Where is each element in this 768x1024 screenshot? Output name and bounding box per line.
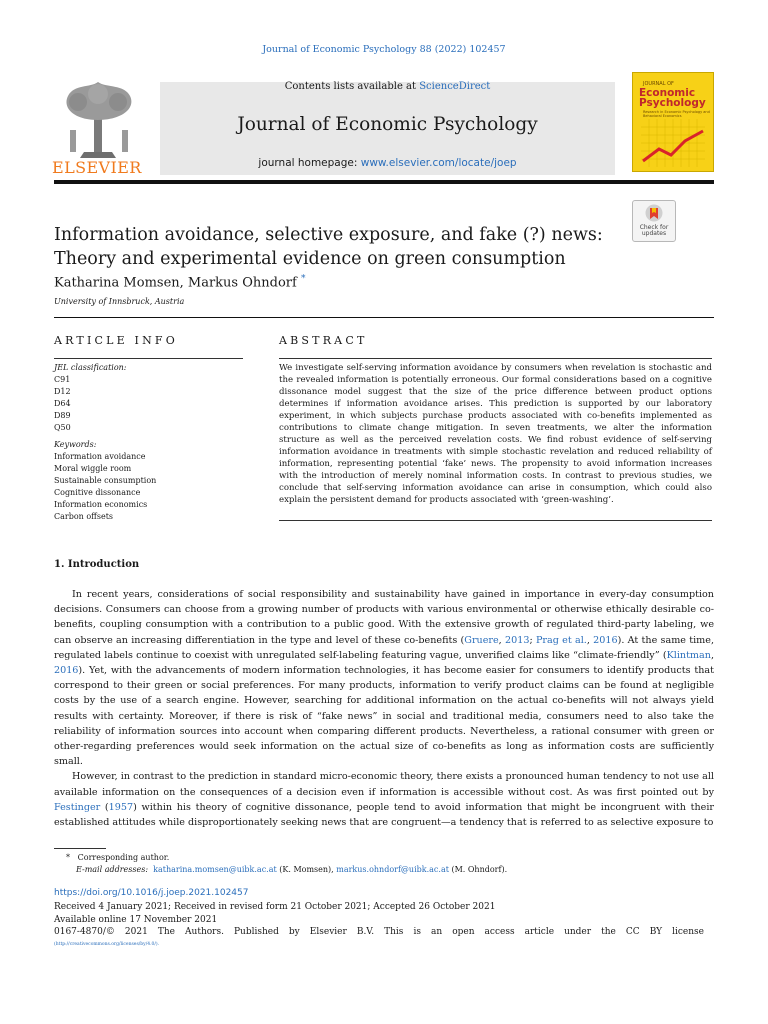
keyword-item: Moral wiggle room (54, 464, 132, 473)
citation-link-klintman[interactable]: Klintman (666, 649, 711, 661)
jel-label: JEL classification: (54, 363, 127, 372)
email-owner: (K. Momsen), (276, 865, 337, 874)
jel-code: C91 (54, 375, 71, 384)
email-link-momsen[interactable]: katharina.momsen@uibk.ac.at (153, 865, 277, 874)
journal-homepage (160, 157, 615, 169)
footnote-corresponding (66, 853, 169, 862)
intro-paragraph-2 (54, 769, 714, 830)
footnote-rule (54, 848, 106, 849)
paragraph-text: ) within his theory of cognitive dissonance, people tend to avoid information that might be incongruent with their established attitudes while disproportionately seeking news that are congruent—a tendency that is referred to as selective exposure to (54, 801, 714, 829)
journal-reference[interactable]: Journal of Economic Psychology 88 (2022) 102457 (262, 44, 506, 55)
keyword-item: Information economics (54, 500, 148, 509)
citation-link-klintman-year[interactable]: 2016 (54, 665, 79, 677)
email-link-ohndorf[interactable]: markus.ohndorf@uibk.ac.at (336, 865, 449, 874)
abstract-text: We investigate self-serving information avoidance by consumers when revelation is stochastic and the revealed information is potentially erroneous. Our formal considerations based on a cognitive dissonance model suggest that the size of the price difference between product options determines if information avoidance arises. This prediction is supported by our laboratory experiment, in which subjects purchase products associated with co-benefits implemented as contributions to climate change mitigation. In seven treatments, we alter the information structure as well as the perceived revelation costs. We find robust evidence of self-serving information avoidance in treatments with simple stochastic revelation and reduced reliability of information, representing potential ‘fake’ news. The propensity to avoid information increases with the introduction of merely nominal information costs. In contrast to previous studies, we conclude that self-serving information avoidance can arise in consumption, which could also explain the persistent demand for products associated with ‘green-washing’. (279, 363, 712, 505)
license-link[interactable]: (http://creativecommons.org/licenses/by/4.0/). (54, 942, 160, 947)
contents-availability (160, 81, 615, 92)
citation-separator: ( (100, 801, 109, 813)
email-owner: (M. Ohndorf). (448, 865, 508, 874)
paragraph-text: ). At the same time, regulated labels continue to coexist with unregulated self-labeling featuring vague, unverified claims like “climate-friendly” ( (54, 634, 715, 661)
cover-title (639, 88, 706, 108)
check-for-updates-badge[interactable] (632, 200, 676, 242)
citation-separator: , (498, 634, 506, 646)
citation-link-gruere-year[interactable]: 2013 (505, 634, 530, 646)
title-line-2: Theory and experimental evidence on green consumption (54, 248, 566, 269)
article-info-heading: ARTICLE INFO (54, 334, 178, 347)
doi-link[interactable]: https://doi.org/10.1016/j.joep.2021.102457 (54, 888, 249, 898)
header-divider (54, 180, 714, 184)
paragraph-text: In recent years, considerations of social responsibility and sustainability have gained in importance in every-day consumption decisions. Consumers can choose from a growing number of products with various environmental or otherwise ethically desirable co-benefits, coupling consumption with a contribution to a public good. With the extensive growth of regulated third-party labeling, we can observe an increasing differentiation in the type and level of these co-benefits ( (54, 589, 714, 646)
author-names: Katharina Momsen, Markus Ohndorf (54, 275, 297, 291)
copyright-notice: 0167-4870/© 2021 The Authors. Published by Elsevier B.V. This is an open access article under the CC BY license (54, 927, 704, 937)
cover-small-text: JOURNAL OF (643, 81, 674, 87)
contents-prefix: Contents lists available at (284, 81, 420, 92)
jel-code: D89 (54, 411, 71, 420)
keyword-item: Carbon offsets (54, 512, 114, 521)
intro-paragraph-1 (54, 587, 714, 769)
journal-cover-image[interactable] (632, 72, 714, 172)
keyword-item: Sustainable consumption (54, 476, 157, 485)
abstract-heading: ABSTRACT (279, 334, 368, 347)
title-divider (54, 317, 714, 318)
journal-title: Journal of Economic Psychology (237, 114, 538, 135)
citation-link-prag[interactable]: Prag et al. (535, 634, 587, 646)
jel-code: Q50 (54, 423, 71, 432)
corresponding-author-mark[interactable]: * (300, 274, 306, 284)
citation-separator: , (586, 634, 594, 646)
keyword-item: Cognitive dissonance (54, 488, 141, 497)
footnote-corresponding-text: Corresponding author. (77, 853, 170, 862)
citation-link-gruere[interactable]: Gruere (464, 634, 499, 646)
cover-chart-graphic (641, 119, 705, 167)
citation-link-festinger-year[interactable]: 1957 (108, 801, 134, 813)
title-line-1: Information avoidance, selective exposure, and fake (?) news: (54, 225, 603, 245)
citation-separator: , (710, 649, 714, 661)
footnote-mark: * (66, 853, 70, 862)
affiliation: University of Innsbruck, Austria (54, 297, 185, 306)
bookmark-icon (645, 204, 663, 224)
elsevier-wordmark: ELSEVIER (52, 158, 142, 177)
citation-link-festinger[interactable]: Festinger (54, 801, 101, 813)
cover-subtitle: Research in Economic Psychology and Behavioral Economics (643, 110, 710, 118)
check-label-1: Check for (639, 224, 669, 231)
check-label-2: updates (641, 230, 667, 237)
check-for-updates-label (633, 225, 675, 237)
available-online-date: Available online 17 November 2021 (54, 915, 218, 925)
jel-code: D64 (54, 399, 71, 408)
homepage-prefix: journal homepage: (258, 157, 361, 169)
paragraph-text: However, in contrast to the prediction in standard micro-economic theory, there exists a pronounced human tendency to not use all available information on the consequences of a decision even if information is accessible without cost. As was first pointed out by (54, 771, 714, 798)
introduction-heading: 1. Introduction (54, 559, 140, 570)
citation-separator: ; (529, 634, 536, 646)
cover-title-2: Psychology (639, 97, 706, 109)
author-list (54, 274, 305, 290)
article-title (54, 224, 624, 271)
abstract-bottom-rule (279, 520, 712, 521)
jel-code: D12 (54, 387, 71, 396)
introduction-body (54, 587, 714, 830)
email-label: E-mail addresses: (76, 865, 149, 874)
article-info-column (54, 362, 243, 523)
article-info-rule (54, 358, 243, 359)
keywords-label: Keywords: (54, 440, 97, 449)
article-history-dates: Received 4 January 2021; Received in revised form 21 October 2021; Accepted 26 October 2021 (54, 902, 496, 912)
abstract-rule (279, 358, 712, 359)
keyword-item: Information avoidance (54, 452, 146, 461)
paragraph-text: ). Yet, with the advancements of modern information technologies, it has become easier for consumers to identify products that correspond to their green or social preferences. For many products, information to verify product claims can be found at negligible costs by the use of a search engine. However, searching for additional information on the actual co-benefits will not always yield results with certainty. Moreover, if there is risk of “fake news” in social and traditional media, consumers need to also take the reliability of information sources into account when comparing different products. Nevertheless, a rational consumer with green or other-regarding preferences would seek information on the actual size of co-benefits as long as information costs are sufficiently small. (54, 665, 714, 768)
homepage-link[interactable]: www.elsevier.com/locate/joep (360, 157, 517, 169)
cover-title-1: Economic (639, 87, 696, 99)
footnote-emails (76, 865, 507, 874)
sciencedirect-link[interactable]: ScienceDirect (419, 81, 491, 92)
citation-link-prag-year[interactable]: 2016 (593, 634, 618, 646)
